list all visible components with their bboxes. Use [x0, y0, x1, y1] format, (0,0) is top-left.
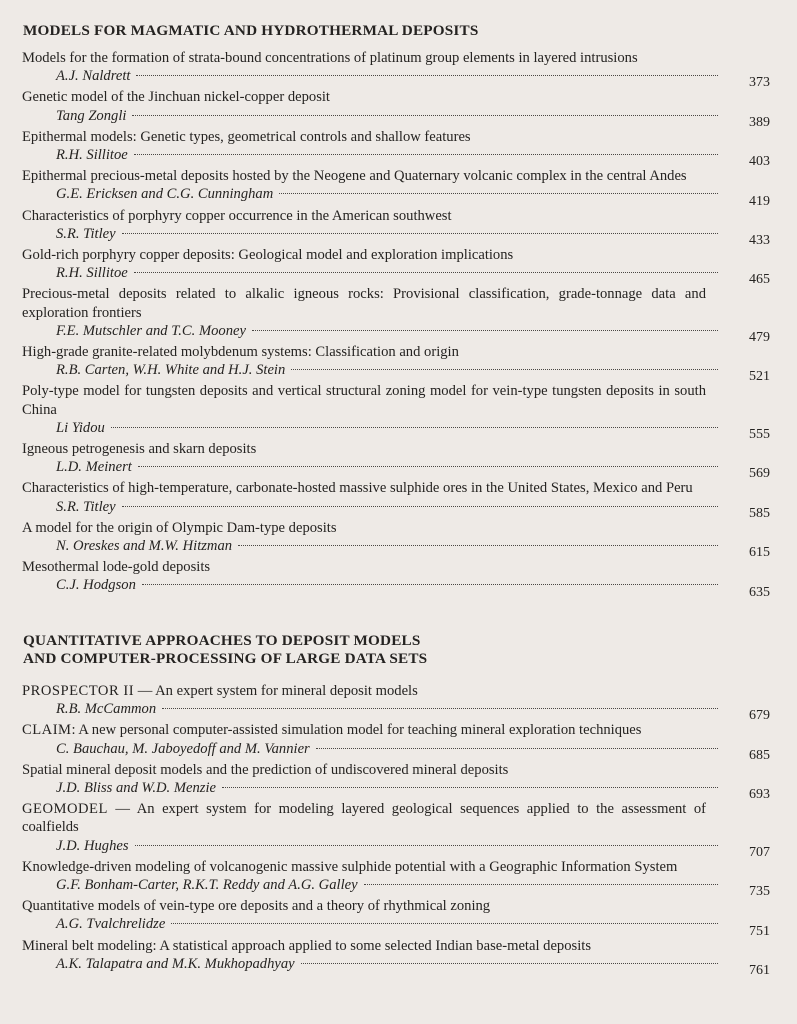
entry-author-row — [22, 322, 770, 346]
entry-title-text: High-grade granite-related molybdenum systems: Classification and origin — [22, 344, 459, 361]
dot-leader — [252, 330, 718, 331]
entry-author-row — [22, 185, 770, 209]
entry-title-text: — An expert system for mineral deposit models — [134, 683, 418, 699]
entry-page-number: 761 — [749, 963, 770, 979]
entry-authors: Li Yidou — [56, 419, 105, 436]
entry-author-row — [22, 576, 770, 600]
entry-page-number: 479 — [749, 330, 770, 346]
toc-entry — [22, 246, 770, 288]
entry-page-number: 585 — [749, 505, 770, 521]
dot-leader — [122, 506, 718, 507]
dot-leader — [301, 963, 718, 964]
entry-page-number: 419 — [749, 193, 770, 209]
entry-title-text: Quantitative models of vein-type ore deposits and a theory of rhythmical zoning — [22, 898, 491, 915]
entry-title — [22, 246, 770, 264]
dot-leader — [364, 884, 718, 885]
toc-entry — [22, 343, 770, 385]
entry-title-text: Precious-metal deposits related to alkalic igneous rocks: Provisional classification, grade-tonnage data and exploration frontiers — [22, 286, 706, 321]
section-quantitative-approaches — [22, 632, 770, 979]
toc-entry — [22, 382, 770, 443]
entry-author-row — [22, 955, 770, 979]
entry-page-number: 751 — [749, 923, 770, 939]
entry-author-row — [22, 361, 770, 385]
dot-leader — [134, 154, 718, 155]
entry-page-number: 433 — [749, 233, 770, 249]
entry-title-text: Epithermal precious-metal deposits hosted by the Neogene and Quaternary volcanic complex in the central Andes — [22, 168, 687, 185]
entry-authors: G.F. Bonham-Carter, R.K.T. Reddy and A.G. Galley — [56, 877, 358, 894]
entry-authors: J.D. Hughes — [56, 837, 129, 854]
entry-title — [22, 800, 770, 836]
entry-author-row — [22, 419, 770, 443]
entry-title-text: — An expert system for modeling layered geological sequences applied to the assessment of coalfields — [22, 801, 706, 836]
entry-list — [22, 49, 770, 598]
entry-list — [22, 682, 770, 979]
entry-page-number: 403 — [749, 154, 770, 170]
entry-title — [22, 207, 770, 225]
entry-title-text: : A new personal computer-assisted simulation model for teaching mineral exploration techniques — [71, 722, 642, 739]
toc-entry — [22, 519, 770, 561]
dot-leader — [291, 369, 718, 370]
entry-title-text: Characteristics of porphyry copper occurrence in the American southwest — [22, 207, 452, 224]
dot-leader — [138, 466, 718, 467]
entry-authors: R.B. McCammon — [56, 701, 157, 718]
entry-title-text: Mesothermal lode-gold deposits — [22, 559, 211, 576]
entry-title-system-name: CLAIM — [22, 722, 72, 739]
entry-author-row — [22, 107, 770, 130]
dot-leader — [132, 115, 718, 116]
entry-page-number: 679 — [749, 708, 770, 724]
toc-entry — [22, 128, 770, 170]
entry-title — [22, 761, 770, 779]
dot-leader — [238, 545, 718, 546]
entry-page-number: 373 — [749, 75, 770, 91]
entry-title-system-name: GEOMODEL — [22, 801, 108, 818]
dot-leader — [136, 75, 718, 76]
entry-title — [22, 682, 770, 700]
entry-author-row — [22, 264, 770, 288]
entry-title — [22, 479, 770, 497]
entry-author-row — [22, 67, 770, 91]
toc-entry — [22, 721, 770, 763]
dot-leader — [122, 233, 718, 234]
entry-author-row — [22, 537, 770, 561]
entry-page-number: 465 — [749, 272, 770, 288]
entry-title — [22, 88, 770, 106]
entry-title-text: Characteristics of high-temperature, carbonate-hosted massive sulphide ores in the United States, Mexico and Peru — [22, 480, 693, 497]
entry-page-number: 685 — [749, 747, 770, 763]
entry-author-row — [22, 740, 770, 763]
entry-authors: Tang Zongli — [56, 107, 127, 124]
dot-leader — [111, 427, 718, 428]
toc-entry — [22, 167, 770, 209]
entry-title — [22, 49, 770, 67]
toc-entry — [22, 897, 770, 939]
entry-title — [22, 858, 770, 876]
entry-title — [22, 382, 770, 418]
entry-author-row — [22, 915, 770, 939]
entry-title-text: Epithermal models: Genetic types, geometrical controls and shallow features — [22, 128, 471, 145]
entry-page-number: 389 — [749, 114, 770, 130]
dot-leader — [279, 193, 718, 194]
entry-title — [22, 440, 770, 458]
entry-authors: L.D. Meinert — [56, 459, 132, 476]
entry-author-row — [22, 779, 770, 803]
entry-title — [22, 721, 770, 739]
entry-page-number: 521 — [749, 369, 770, 385]
entry-page-number: 693 — [749, 787, 770, 803]
toc-entry — [22, 479, 770, 521]
entry-authors: A.G. Tvalchrelidze — [56, 916, 166, 933]
entry-authors: R.H. Sillitoe — [56, 265, 128, 282]
entry-title-system-name: PROSPECTOR II — [22, 683, 135, 699]
entry-title-text: Igneous petrogenesis and skarn deposits — [22, 441, 257, 458]
entry-title — [22, 128, 770, 146]
entry-author-row — [22, 837, 770, 860]
entry-title-text: Genetic model of the Jinchuan nickel-copper deposit — [22, 89, 330, 106]
entry-author-row — [22, 498, 770, 521]
entry-author-row — [22, 225, 770, 249]
toc-entry — [22, 800, 770, 858]
section-title-line-1: QUANTITATIVE APPROACHES TO DEPOSIT MODELS — [23, 632, 421, 649]
entry-authors: A.K. Talapatra and M.K. Mukhopadhyay — [56, 955, 295, 972]
entry-page-number: 615 — [749, 545, 770, 561]
entry-title — [22, 285, 770, 321]
toc-entry — [22, 285, 770, 346]
entry-title — [22, 167, 770, 185]
entry-page-number: 735 — [749, 884, 770, 900]
entry-authors: S.R. Titley — [56, 225, 116, 242]
entry-author-row — [22, 458, 770, 482]
dot-leader — [222, 787, 718, 788]
entry-title — [22, 937, 770, 955]
entry-title-text: Spatial mineral deposit models and the prediction of undiscovered mineral deposits — [22, 761, 509, 778]
entry-authors: C.J. Hodgson — [56, 577, 136, 594]
toc-entry — [22, 937, 770, 979]
entry-authors: N. Oreskes and M.W. Hitzman — [56, 538, 233, 555]
entry-title — [22, 558, 770, 576]
toc-entry — [22, 858, 770, 900]
entry-title-text: Poly-type model for tungsten deposits and vertical structural zoning model for vein-type tungsten deposits in south China — [22, 383, 706, 418]
dot-leader — [134, 272, 718, 273]
section-magmatic-hydrothermal — [22, 22, 770, 598]
entry-title — [22, 519, 770, 537]
toc-entry — [22, 558, 770, 600]
dot-leader — [316, 748, 718, 749]
entry-authors: R.B. Carten, W.H. White and H.J. Stein — [56, 362, 286, 379]
entry-page-number: 569 — [749, 466, 770, 482]
entry-title — [22, 343, 770, 361]
entry-authors: A.J. Naldrett — [56, 68, 131, 85]
entry-author-row — [22, 700, 770, 724]
entry-authors: F.E. Mutschler and T.C. Mooney — [56, 322, 246, 339]
dot-leader — [171, 923, 718, 924]
entry-page-number: 555 — [749, 427, 770, 443]
entry-title-text: A model for the origin of Olympic Dam-type deposits — [22, 519, 337, 536]
entry-authors: G.E. Ericksen and C.G. Cunningham — [56, 186, 274, 203]
entry-authors: R.H. Sillitoe — [56, 147, 128, 164]
section-title — [22, 632, 770, 668]
entry-page-number: 635 — [749, 584, 770, 600]
entry-page-number: 707 — [749, 844, 770, 860]
dot-leader — [162, 708, 718, 709]
toc-entry — [22, 440, 770, 482]
entry-authors: S.R. Titley — [56, 498, 116, 515]
section-title-line-2: AND COMPUTER-PROCESSING OF LARGE DATA SETS — [23, 650, 428, 667]
entry-title-text: Gold-rich porphyry copper deposits: Geological model and exploration implications — [22, 247, 514, 264]
entry-title — [22, 897, 770, 915]
entry-title-text: Mineral belt modeling: A statistical approach applied to some selected Indian base-metal deposits — [22, 937, 591, 954]
entry-title-text: Models for the formation of strata-bound concentrations of platinum group elements in layered intrusions — [22, 50, 638, 66]
dot-leader — [135, 845, 718, 846]
entry-authors: J.D. Bliss and W.D. Menzie — [56, 780, 216, 797]
entry-authors: C. Bauchau, M. Jaboyedoff and M. Vannier — [56, 740, 310, 757]
entry-author-row — [22, 146, 770, 170]
section-title: MODELS FOR MAGMATIC AND HYDROTHERMAL DEPOSITS — [23, 22, 479, 39]
toc-entry — [22, 761, 770, 803]
toc-entry — [22, 682, 770, 724]
toc-entry — [22, 49, 770, 91]
entry-title-text: Knowledge-driven modeling of volcanogenic massive sulphide potential with a Geographic Information System — [22, 858, 678, 875]
toc-entry — [22, 88, 770, 130]
entry-author-row — [22, 876, 770, 900]
dot-leader — [142, 584, 718, 585]
toc-entry — [22, 207, 770, 249]
